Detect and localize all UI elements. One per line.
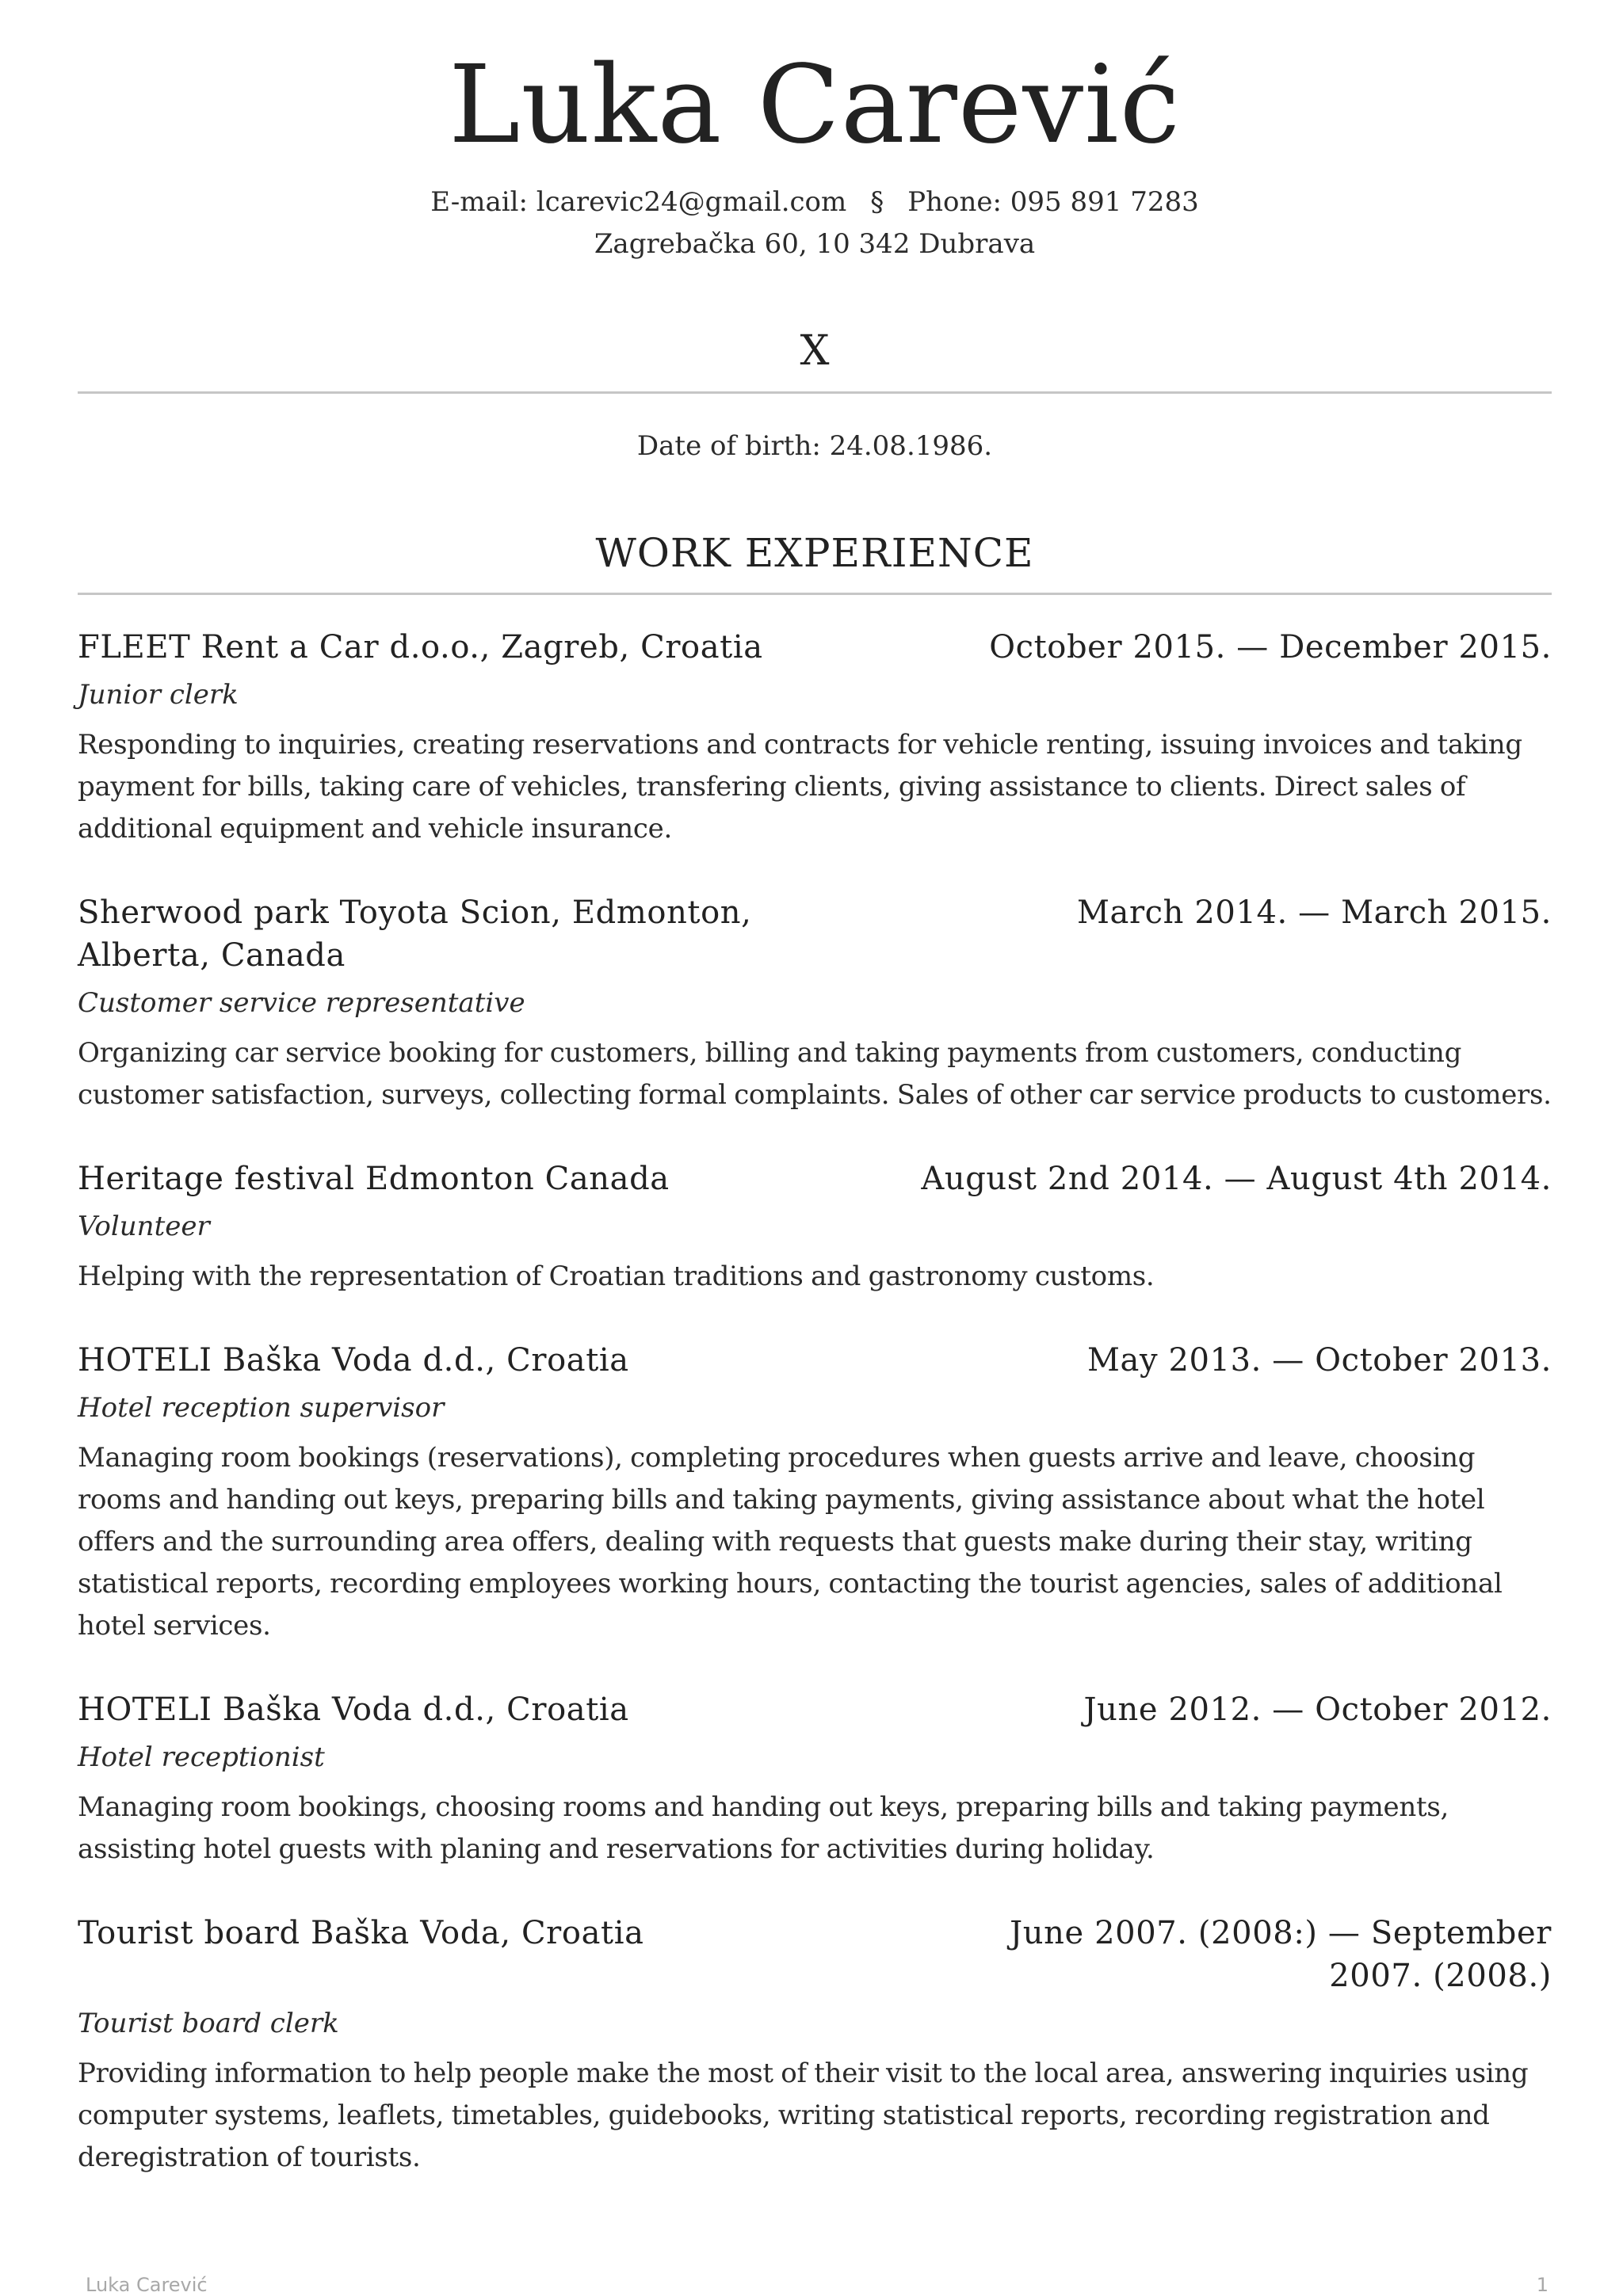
job-employer: Tourist board Baška Voda, Croatia [78,1915,644,1951]
job-role: Hotel receptionist [78,1741,325,1773]
footer-page-number: 1 [1536,2274,1549,2296]
footer-name: Luka Carević [86,2274,208,2296]
job-role: Tourist board clerk [78,2008,339,2039]
date-of-birth: Date of birth: 24.08.1986. [636,430,993,462]
job-role: Hotel reception supervisor [78,1392,445,1424]
job-header [78,1688,1552,1731]
job-dates: August 2nd 2014. — August 4th 2014. [921,1161,1552,1197]
contact-line [78,184,1552,220]
job-header [78,891,1552,977]
job-role: Customer service representative [78,987,525,1019]
job-header [78,626,1552,669]
job-list [78,626,1552,2220]
job-dates: June 2012. — October 2012. [1083,1691,1552,1728]
header-divider [78,391,1552,394]
job-employer: HOTELI Baška Voda d.d., Croatia [78,1342,629,1379]
job-dates: June 2007. (2008:) — September 2007. (2008.) [1010,1915,1552,1994]
candidate-name: Luka Carević [449,43,1181,168]
job-role: Volunteer [78,1211,210,1242]
job-entry [78,1158,1552,1298]
job-description: Responding to inquiries, creating reservations and contracts for vehicle renting, issuing invoices and taking payment for bills, taking care of vehicles, transfering clients, giving assistance to clients. Direct sales of additional equipment and vehicle insurance. [78,729,1522,845]
email-text: E-mail: lcarevic24@gmail.com [430,186,847,218]
job-description: Providing information to help people make the most of their visit to the local area, answering inquiries using computer systems, leaflets, timetables, guidebooks, writing statistical reports, recording registration and deregistration of tourists. [78,2058,1529,2173]
section-title-work-experience: WORK EXPERIENCE [595,530,1034,576]
job-header [78,1158,1552,1200]
section-sign-separator: § [870,186,884,218]
job-employer: HOTELI Baška Voda d.d., Croatia [78,1691,629,1728]
job-header [78,1912,1552,1997]
header-marker: X [800,327,830,375]
job-description: Organizing car service booking for customers, billing and taking payments from customers, conducting customer satisfaction, surveys, collecting formal complaints. Sales of other car service products to customers. [78,1037,1552,1111]
job-dates: May 2013. — October 2013. [1086,1342,1552,1379]
job-employer: Heritage festival Edmonton Canada [78,1161,670,1197]
job-employer: Sherwood park Toyota Scion, Edmonton, Alberta, Canada [78,894,752,974]
job-entry [78,1912,1552,2179]
address-text: Zagrebačka 60, 10 342 Dubrava [594,228,1036,260]
job-role: Junior clerk [78,679,239,711]
job-dates: March 2014. — March 2015. [1076,894,1552,931]
job-entry [78,1688,1552,1871]
job-dates: October 2015. — December 2015. [989,629,1552,666]
job-entry [78,891,1552,1116]
job-description: Managing room bookings (reservations), completing procedures when guests arrive and leave, choosing rooms and handing out keys, preparing bills and taking payments, giving assistance about what the hotel offers and the surrounding area offers, dealing with requests that guests make during their stay, writing statistical reports, recording employees working hours, contacting the tourist agencies, sales of additional hotel services. [78,1442,1503,1642]
job-header [78,1339,1552,1382]
job-employer: FLEET Rent a Car d.o.o., Zagreb, Croatia [78,629,763,666]
section-divider [78,593,1552,595]
job-entry [78,1339,1552,1647]
job-entry [78,626,1552,850]
job-description: Helping with the representation of Croatian traditions and gastronomy customs. [78,1261,1155,1292]
phone-text: Phone: 095 891 7283 [907,186,1199,218]
job-description: Managing room bookings, choosing rooms and handing out keys, preparing bills and taking payments, assisting hotel guests with planing and reservations for activities during holiday. [78,1791,1449,1865]
